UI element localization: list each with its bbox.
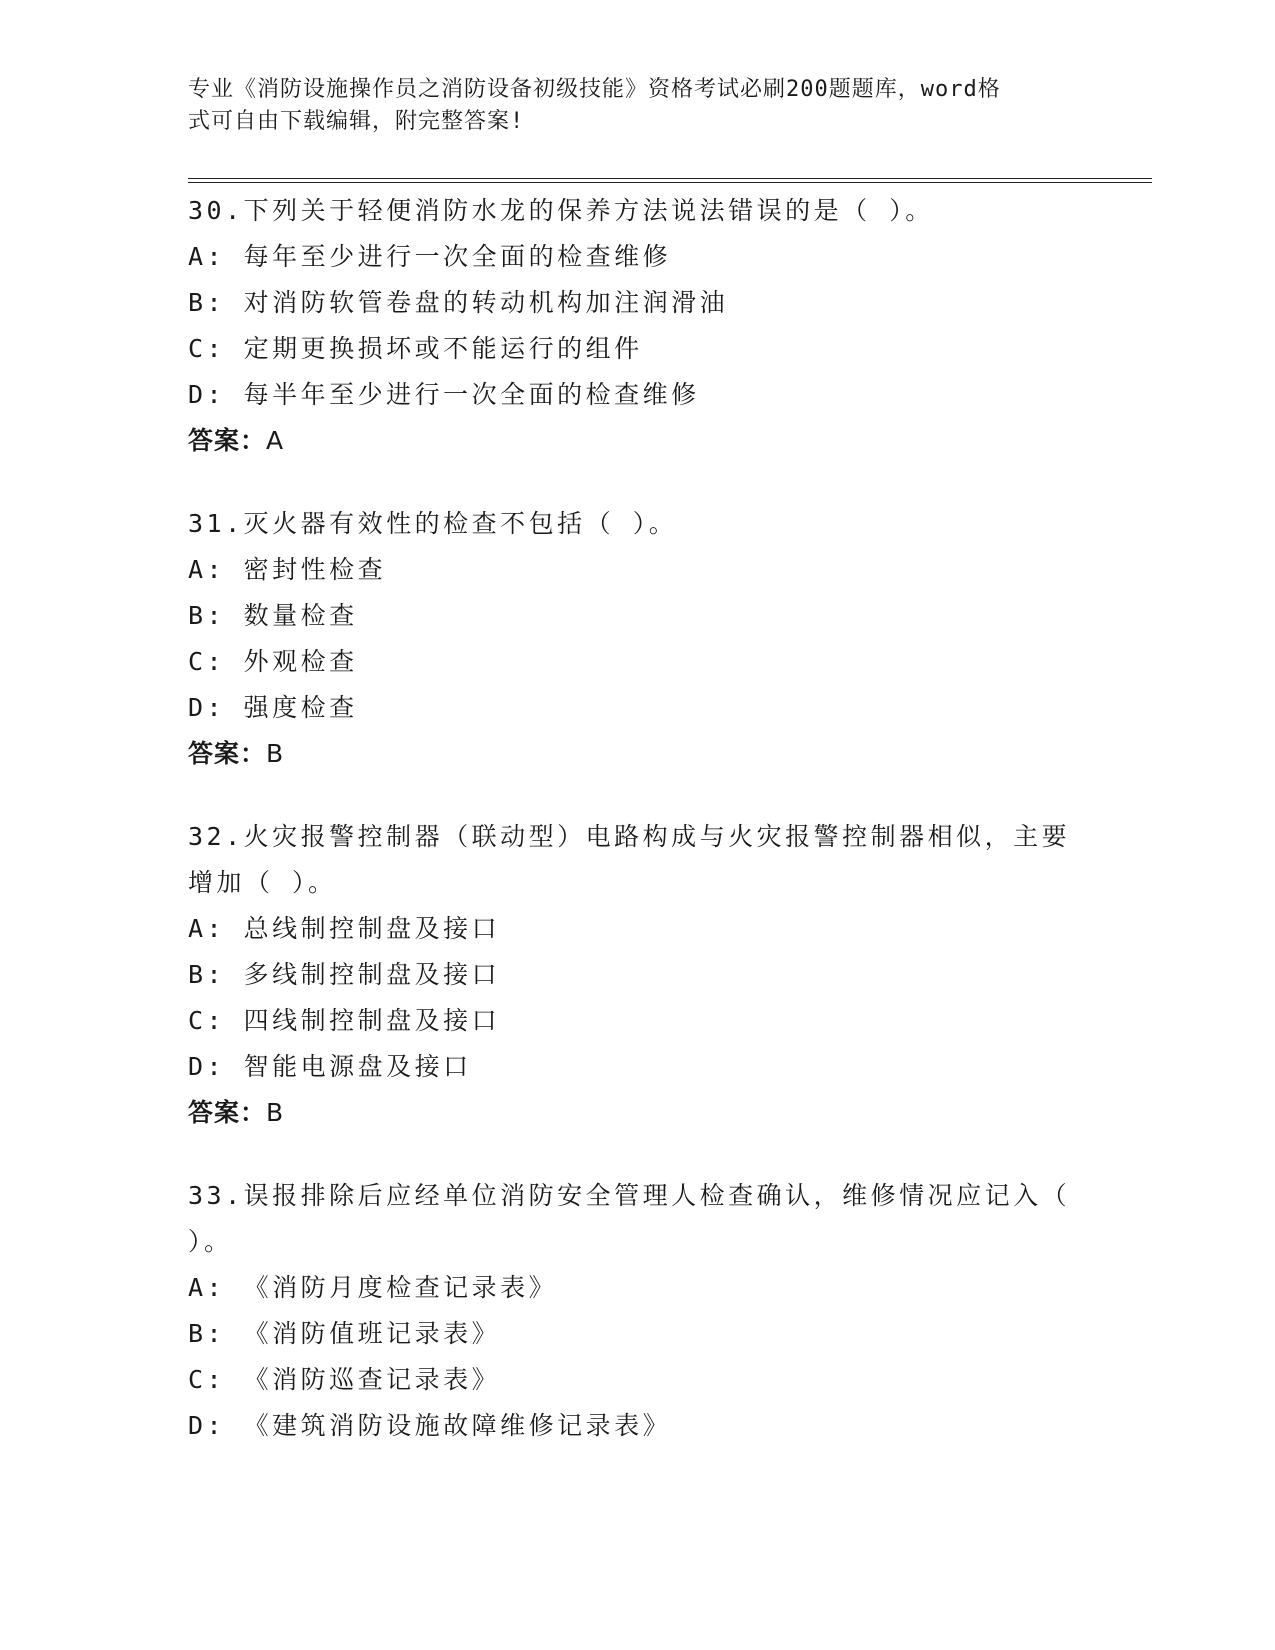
header-divider-top (188, 178, 1152, 179)
option-d: D: 《建筑消防设施故障维修记录表》 (188, 1411, 672, 1440)
option-d: D: 智能电源盘及接口 (188, 1052, 472, 1081)
answer-line (188, 418, 1088, 464)
header-line-2: 式可自由下载编辑，附完整答案! (188, 109, 525, 134)
answer-value: A (266, 426, 285, 455)
option-c: C: 定期更换损坏或不能运行的组件 (188, 334, 643, 363)
answer-label: 答案： (188, 426, 267, 455)
option-a: A: 密封性检查 (188, 555, 387, 584)
question-stem: 32.火灾报警控制器（联动型）电路构成与火灾报警控制器相似，主要增加（ ）。 (188, 822, 1071, 897)
answer-label: 答案： (188, 1098, 267, 1127)
option-b: B: 数量检查 (188, 601, 358, 630)
question-stem: 31.灭火器有效性的检查不包括（ ）。 (188, 509, 678, 538)
option-c: C: 四线制控制盘及接口 (188, 1006, 501, 1035)
answer-label: 答案： (188, 739, 267, 768)
option-d: D: 强度检查 (188, 693, 358, 722)
option-b: B: 《消防值班记录表》 (188, 1319, 501, 1348)
answer-line (188, 731, 1088, 777)
question-32 (188, 814, 1088, 1136)
answer-value: B (266, 739, 285, 768)
answer-line (188, 1090, 1088, 1136)
option-c: C: 外观检查 (188, 647, 358, 676)
header-divider-bottom (188, 182, 1152, 183)
answer-value: B (266, 1098, 285, 1127)
question-stem: 30.下列关于轻便消防水龙的保养方法说法错误的是（ ）。 (188, 196, 934, 225)
header-line-1: 专业《消防设施操作员之消防设备初级技能》资格考试必刷200题题库，word格 (188, 77, 1001, 102)
option-d: D: 每半年至少进行一次全面的检查维修 (188, 380, 700, 409)
option-a: A: 总线制控制盘及接口 (188, 914, 501, 943)
option-a: A: 每年至少进行一次全面的检查维修 (188, 242, 672, 271)
question-list (188, 188, 1088, 1486)
option-c: C: 《消防巡查记录表》 (188, 1365, 501, 1394)
question-30 (188, 188, 1088, 464)
question-31 (188, 501, 1088, 777)
question-33 (188, 1173, 1088, 1449)
question-stem: 33.误报排除后应经单位消防安全管理人检查确认，维修情况应记入（ ）。 (188, 1181, 1071, 1256)
option-b: B: 对消防软管卷盘的转动机构加注润滑油 (188, 288, 729, 317)
option-b: B: 多线制控制盘及接口 (188, 960, 501, 989)
option-a: A: 《消防月度检查记录表》 (188, 1273, 558, 1302)
document-header (188, 74, 1088, 138)
